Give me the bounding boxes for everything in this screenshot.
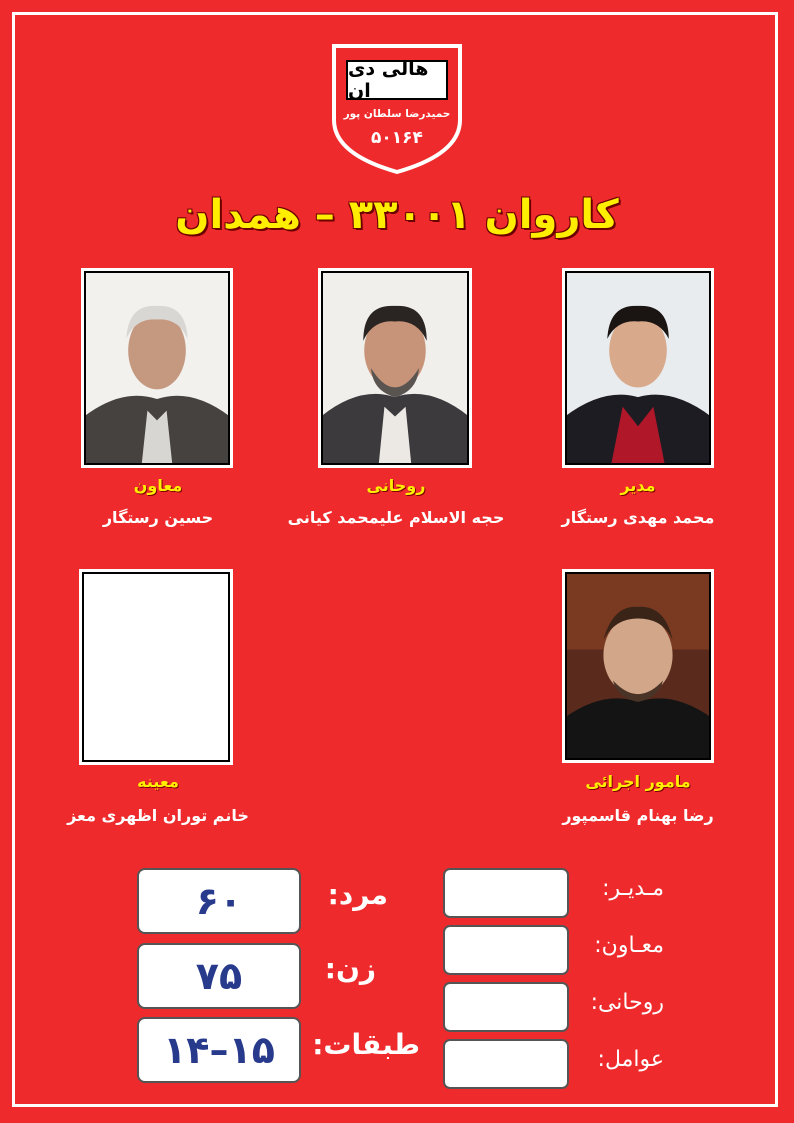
photo-cleric: [318, 268, 472, 468]
women-label: زن:: [324, 952, 376, 985]
brand-code: ۵۰۱۶۴: [371, 128, 423, 148]
deputy-signature-label: معـاون:: [594, 933, 664, 958]
name-female-assistant: خانم توران اظهری معز: [67, 806, 249, 825]
agents-signature-label: عوامل:: [597, 1047, 664, 1072]
agents-signature-box[interactable]: [443, 1039, 569, 1089]
page-title: کاروان ۳۳۰۰۱ – همدان: [175, 192, 619, 238]
floors-value: ۱۴–۱۵: [163, 1028, 275, 1072]
women-count-value: ۷۵: [195, 954, 243, 998]
men-count-box: [137, 868, 301, 934]
role-executive-agent: مامور اجرائی: [585, 772, 691, 791]
name-executive-agent: رضا بهنام قاسمپور: [562, 806, 714, 825]
photo-placeholder-female: [79, 569, 233, 765]
floors-box: [137, 1017, 301, 1083]
brand-name: هالی دی ان: [346, 60, 448, 100]
photo-deputy: [81, 268, 233, 468]
floors-label: طبقات:: [312, 1028, 420, 1061]
photo-executive-agent: [562, 569, 714, 763]
cleric-signature-label: روحانی:: [590, 990, 664, 1015]
men-count-value: ۶۰: [195, 879, 243, 923]
name-manager: محمد مهدی رستگار: [561, 508, 715, 527]
role-cleric: روحانی: [366, 476, 426, 495]
women-count-box: [137, 943, 301, 1009]
role-deputy: معاون: [133, 476, 183, 495]
manager-signature-box[interactable]: [443, 868, 569, 918]
men-label: مرد:: [327, 878, 388, 911]
brand-logo: [330, 42, 464, 174]
name-cleric: حجه الاسلام علیمحمد کیانی: [287, 508, 505, 527]
cleric-signature-box[interactable]: [443, 982, 569, 1032]
brand-owner: حمیدرضا سلطان پور: [343, 108, 451, 120]
manager-signature-label: مـدیـر:: [602, 876, 664, 901]
role-female-assistant: معینه: [137, 772, 179, 791]
photo-manager: [562, 268, 714, 468]
name-deputy: حسین رستگار: [102, 508, 214, 527]
deputy-signature-box[interactable]: [443, 925, 569, 975]
role-manager: مدیر: [620, 476, 656, 495]
